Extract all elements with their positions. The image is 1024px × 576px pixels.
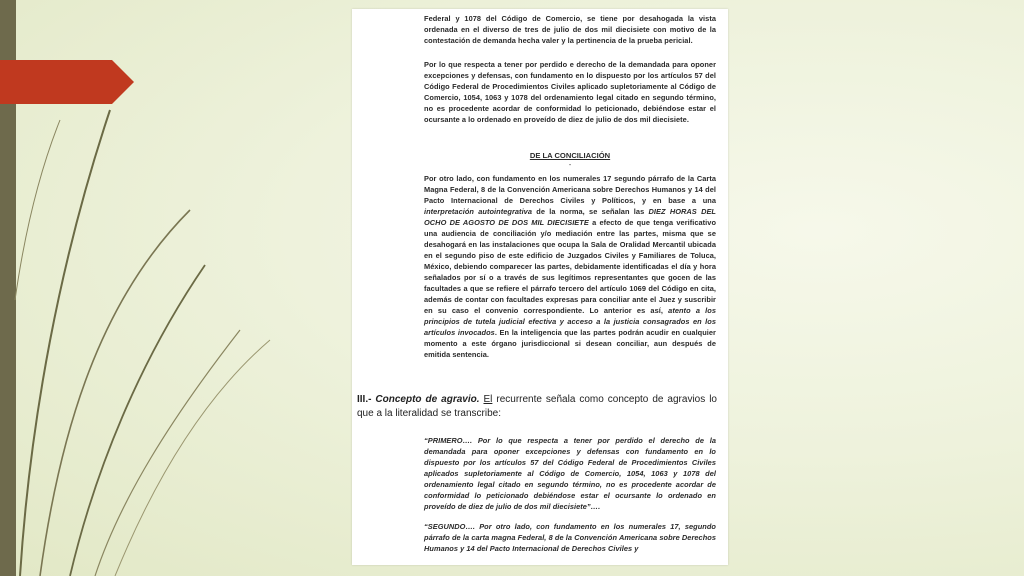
paragraph-pericial: Federal y 1078 del Código de Comercio, se tiene por desahogada la vista ordenada en el diverso de tres de julio de dos mil diecisiete con motivo de la contestación de demanda hecha valer y la pertinencia de la prueba pericial.	[424, 14, 716, 45]
section-concepto-agravio: III.- Concepto de agravio. El recurrente señala como concepto de agravios lo que a la literalidad se transcribe:	[357, 394, 717, 419]
scanned-document-page	[352, 9, 728, 565]
quote-primero: “PRIMERO…. Por lo que respecta a tener por perdido el derecho de la demandada para oponer excepciones y defensas con fundamento en lo dispuesto por los artículos 57 del Código Federal de Procedimientos Civiles aplicados supletoriamente al Código de Comercio, 1054, 1063 y 1078 del ordenamiento legal citado en segundo término, no es procedente acordar de conformidad lo peticionado debiéndose estar el ocursante lo ordenado en proveído de diez de julio de dos mil diecisiete”….	[424, 436, 716, 511]
paragraph-conciliacion: Por otro lado, con fundamento en los numerales 17 segundo párrafo de la Carta Magna Federal, 8 de la Convención Americana sobre Derechos Humanos y 14 del Pacto Internacional de Derechos Civiles y Políticos, y en base a una interpretación autointegrativa de la norma, se señalan las DIEZ HORAS DEL OCHO DE AGOSTO DE DOS MIL DIECISIETE a efecto de que tenga verificativo una audiencia de conciliación y/o mediación entre las partes, misma que se desahogará en las instalaciones que ocupa la Sala de Oralidad Mercantil ubicada en el segundo piso de este edificio de Juzgados Civiles y Familiares de Toluca, México, debiendo comparecer las partes, debidamente identificadas el día y hora señalados por sí o a través de sus legítimos representantes que gocen de las facultades a que se refiere el párrafo tercero del artículo 1069 del Código en cita, además de contar con facultades expresas para conciliar ante el Juez y suscribir en su caso el convenio correspondiente. Lo anterior es así, atento a los principios de tutela judicial efectiva y acceso a la justicia consagrados en los artículos invocados. En la inteligencia que las partes podrán acudir en cualquier momento a este órgano jurisdiccional si desean conciliar, aun después de emitida sentencia.	[424, 174, 717, 359]
heading-dash: -	[568, 162, 572, 169]
quote-segundo: “SEGUNDO…. Por otro lado, con fundamento en los numerales 17, segundo párrafo de la carta magna Federal, 8 de la Convención Americana sobre Derechos Humanos y 14 del Pacto Internacional de Derechos Civiles y	[424, 522, 716, 553]
red-arrow-banner	[0, 60, 134, 104]
heading-conciliacion: DE LA CONCILIACIÓN	[529, 151, 611, 160]
paragraph-perdido-derecho: Por lo que respecta a tener por perdido e derecho de la demandada para oponer excepciones y defensas, con fundamento en lo dispuesto por los artículos 57 del Código Federal de Procedimientos Civiles aplicado supletoriamente al Código de Comercio, 1054, 1063 y 1078 del ordenamiento legal citado en segundo término, no es procedente acordar de conformidad lo peticionado, debiéndose estar el ocursante a lo ordenado en proveído de diez de julio de dos mil diecisiete.	[424, 60, 716, 124]
